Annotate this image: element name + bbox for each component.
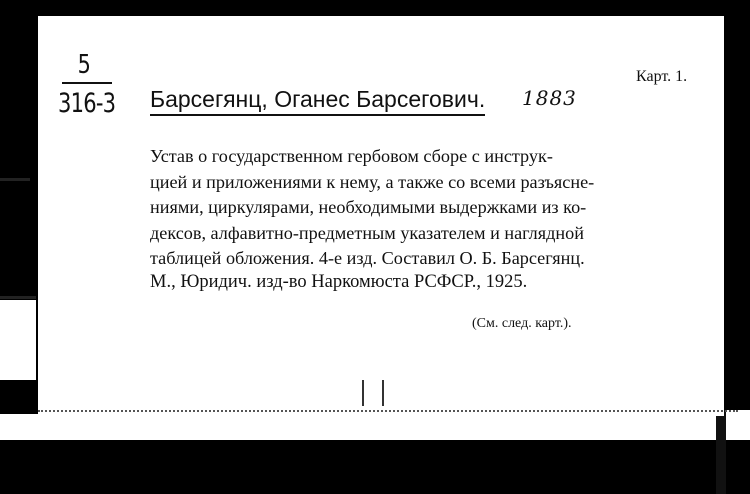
scan-edge-bottom-right [716,410,726,494]
left-tab [0,300,36,380]
call-number: 316-3 [58,88,116,119]
punch-hole-mark [362,380,384,406]
left-notch-mark [0,178,30,181]
author-heading: Барсегянц, Оганес Барсегович. [150,86,485,116]
left-notch-mark-lower [0,296,36,299]
scan-bottom-strip [0,414,750,440]
imprint: М., Юридич. изд-во Наркомюста РСФСР., 1925. [150,272,528,292]
card-bottom-edge [38,410,738,414]
scan-border-right [724,0,750,410]
author-birth-year: 1883 [522,86,577,110]
scan-border-top [0,0,750,16]
card-number: Карт. 1. [636,68,688,85]
title-description: Устав о государственном гербовом сборе с инструк- цией и приложениями к нему, а также со всеми разъясне- ниями, циркулярами, необходимыми выдержками из ко- дексов, алфавитно-предметным указателем и наглядной таблицей обложения. 4-е изд. Составил О. Б. Барсегянц. [150,146,595,268]
shelf-number: 5 [77,50,91,80]
shelf-number-divider [62,82,112,84]
scan-border-bottom [0,440,750,494]
continued-note: (См. след. карт.). [472,316,572,331]
